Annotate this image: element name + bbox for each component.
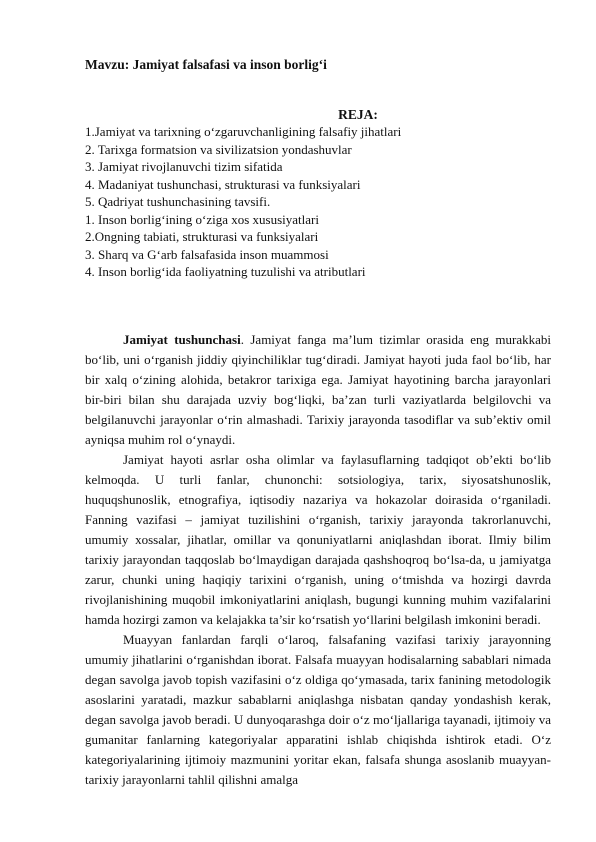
paragraph [85, 330, 551, 450]
plan-heading: REJA: [338, 107, 378, 122]
list-item: 4. Inson borlig‘ida faoliyatning tuzulishi va atributlari [85, 264, 366, 279]
paragraph [85, 630, 551, 790]
list-item: 4. Madaniyat tushunchasi, strukturasi va funksiyalari [85, 176, 361, 192]
paragraph-text: Muayyan fanlardan farqli o‘laroq, falsafaning vazifasi tarixiy jarayonning umumiy jihatlarini o‘rganishdan iborat. Falsafa muayyan hodisalarning sabablari nimada degan savolga javob topish vazifasini o‘z oldiga qo‘ymasada, tarix fanining metodologik asoslarini yaratadi, mazkur sabablarni aniqlashga nisbatan qanday yondashish kerak, degan savolga javob beradi. U dunyoqarashga doir o‘z mo‘ljallariga tayanadi, ijtimoiy va gumanitar fanlarning kategoriyalar apparatini ishlab chiqishda ishtirok etadi. O‘z kategoriyalarining ijtimoiy mazmunini yoritar ekan, falsafa shunga asoslanib muayyan-tarixiy jarayonlarni tahlil qilishni amalga [85, 632, 551, 787]
paragraph-lead-term: Jamiyat tushunchasi [123, 332, 241, 347]
paragraph [85, 450, 551, 630]
page-title: Mavzu: Jamiyat falsafasi va inson borlig‘i [85, 57, 327, 72]
list-item: 2. Tarixga formatsion va sivilizatsion yondashuvlar [85, 141, 352, 157]
plan-list [85, 123, 401, 281]
paragraph-text: Jamiyat hayoti asrlar osha olimlar va faylasuflarning tadqiqot ob’ekti bo‘lib kelmoqda. U turli fanlar, chunonchi: sotsiologiya, tarix, siyosatshunoslik, huquqshunoslik, etnografiya, iqtisodiy nazariya va hokazolar doirasida o‘rganiladi. Fanning vazifasi – jamiyat tuzilishini o‘rganish, tarixiy jarayonda takrorlanuvchi, umumiy xossalar, jihatlar, omillar va qonuniyatlarni aniqlashdan iborat. Ilmiy bilim tarixiy jarayondan taqqoslab bo‘lmaydigan darajada qashshoqroq bo‘lsa-da, u jamiyatga zarur, chunki uning haqiqiy tarixini o‘rganish, uning o‘tmishda va hozirgi davrda rivojlanishining muqobil imkoniyatlarini aniqlash, bugungi kunning muhim vazifalarini hamda hozirgi zamon va kelajakka ta’sir ko‘rsatish yo‘llarini belgilash imkonini beradi. [85, 452, 551, 627]
list-item: 1.Jamiyat va tarixning o‘zgaruvchanligining falsafiy jihatlari [85, 124, 402, 139]
list-item: 3. Jamiyat rivojlanuvchi tizim sifatida [85, 159, 283, 174]
list-item: 1. Inson borlig‘ining o‘ziga xos xususiyatlari [85, 211, 319, 227]
paragraph-text: . Jamiyat fanga ma’lum tizimlar orasida eng murakkabi bo‘lib, uni o‘rganish jiddiy qiyinchiliklar tug‘diradi. Jamiyat hayoti juda faol bo‘lib, har bir xalq o‘zining alohida, betakror tarixiga ega. Jamiyat hayotining barcha jarayonlari bir-biri bilan shu darajada uzviy bog‘liqki, ba’zan turli vaziyatlarda belgilovchi va belgilanuvchi jarayonlar o‘rin almashadi. Tarixiy jarayonda tasodiflar va sub’ektiv omil ayniqsa muhim rol o‘ynaydi. [85, 332, 552, 447]
list-item: 5. Qadriyat tushunchasining tavsifi. [85, 194, 271, 209]
list-item: 3. Sharq va G‘arb falsafasida inson muammosi [85, 246, 329, 262]
list-item: 2.Ongning tabiati, strukturasi va funksiyalari [85, 229, 319, 244]
body-text [85, 330, 551, 790]
